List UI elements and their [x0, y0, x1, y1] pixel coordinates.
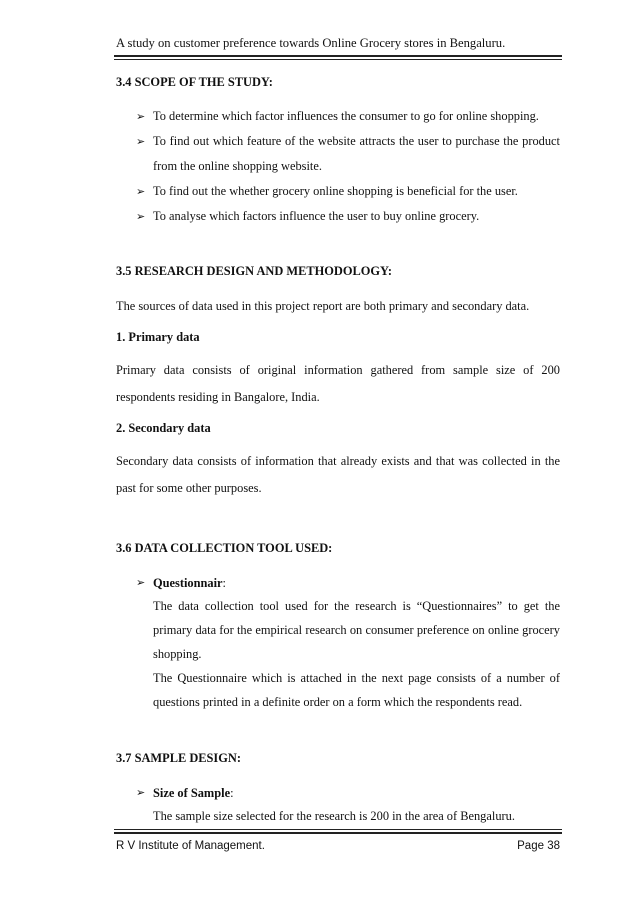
footer-institute: R V Institute of Management. — [116, 840, 265, 852]
page-body — [116, 72, 560, 828]
list-item: ➢ To determine which factor influences the consumer to go for online shopping. — [116, 104, 560, 129]
sample-size-text: The sample size selected for the research is 200 in the area of Bengaluru. — [153, 809, 515, 823]
footer-rule-thin — [114, 829, 562, 830]
arrow-bullet-icon: ➢ — [136, 576, 146, 589]
arrow-bullet-icon: ➢ — [136, 110, 146, 123]
scope-list — [116, 104, 560, 229]
running-header: A study on customer preference towards Online Grocery stores in Bengaluru. — [116, 36, 506, 50]
section-heading-scope: 3.4 SCOPE OF THE STUDY: — [116, 75, 273, 89]
arrow-bullet-icon: ➢ — [136, 135, 146, 148]
header-rule — [114, 55, 562, 57]
list-item: ➢ To find out the whether grocery online shopping is beneficial for the user. — [116, 179, 560, 204]
section-heading-research: 3.5 RESEARCH DESIGN AND METHODOLOGY: — [116, 264, 392, 278]
collection-para-1: The data collection tool used for the research is “Questionnaires” to get the primary data for the empirical research on consumer preference on online grocery shopping. — [153, 599, 560, 661]
footer-rule — [114, 832, 562, 834]
list-item: ➢ To find out which feature of the website attracts the user to purchase the product from the online shopping website. — [116, 129, 560, 179]
arrow-bullet-icon: ➢ — [136, 786, 146, 799]
section-heading-collection: 3.6 DATA COLLECTION TOOL USED: — [116, 541, 333, 555]
list-item: ➢ To analyse which factors influence the user to buy online grocery. — [116, 204, 560, 229]
sample-size-label: ➢ Size of Sample: — [116, 782, 560, 804]
research-intro: The sources of data used in this project report are both primary and secondary data. — [116, 299, 530, 313]
arrow-bullet-icon: ➢ — [136, 185, 146, 198]
page-number: Page 38 — [517, 840, 560, 852]
collection-para-2: The Questionnaire which is attached in the next page consists of a number of questions printed in a definite order on a form which the respondents read. — [153, 671, 560, 709]
arrow-bullet-icon: ➢ — [136, 210, 146, 223]
primary-data-text: Primary data consists of original information gathered from sample size of 200 respondents residing in Bangalore, India. — [116, 363, 560, 404]
secondary-data-heading: 2. Secondary data — [116, 421, 211, 435]
secondary-data-text: Secondary data consists of information that already exists and that was collected in the past for some other purposes. — [116, 454, 560, 495]
header-rule-thin — [114, 59, 562, 60]
section-heading-sample: 3.7 SAMPLE DESIGN: — [116, 751, 241, 765]
primary-data-heading: 1. Primary data — [116, 330, 200, 344]
questionnaire-label: ➢ Questionnair: — [116, 572, 560, 594]
